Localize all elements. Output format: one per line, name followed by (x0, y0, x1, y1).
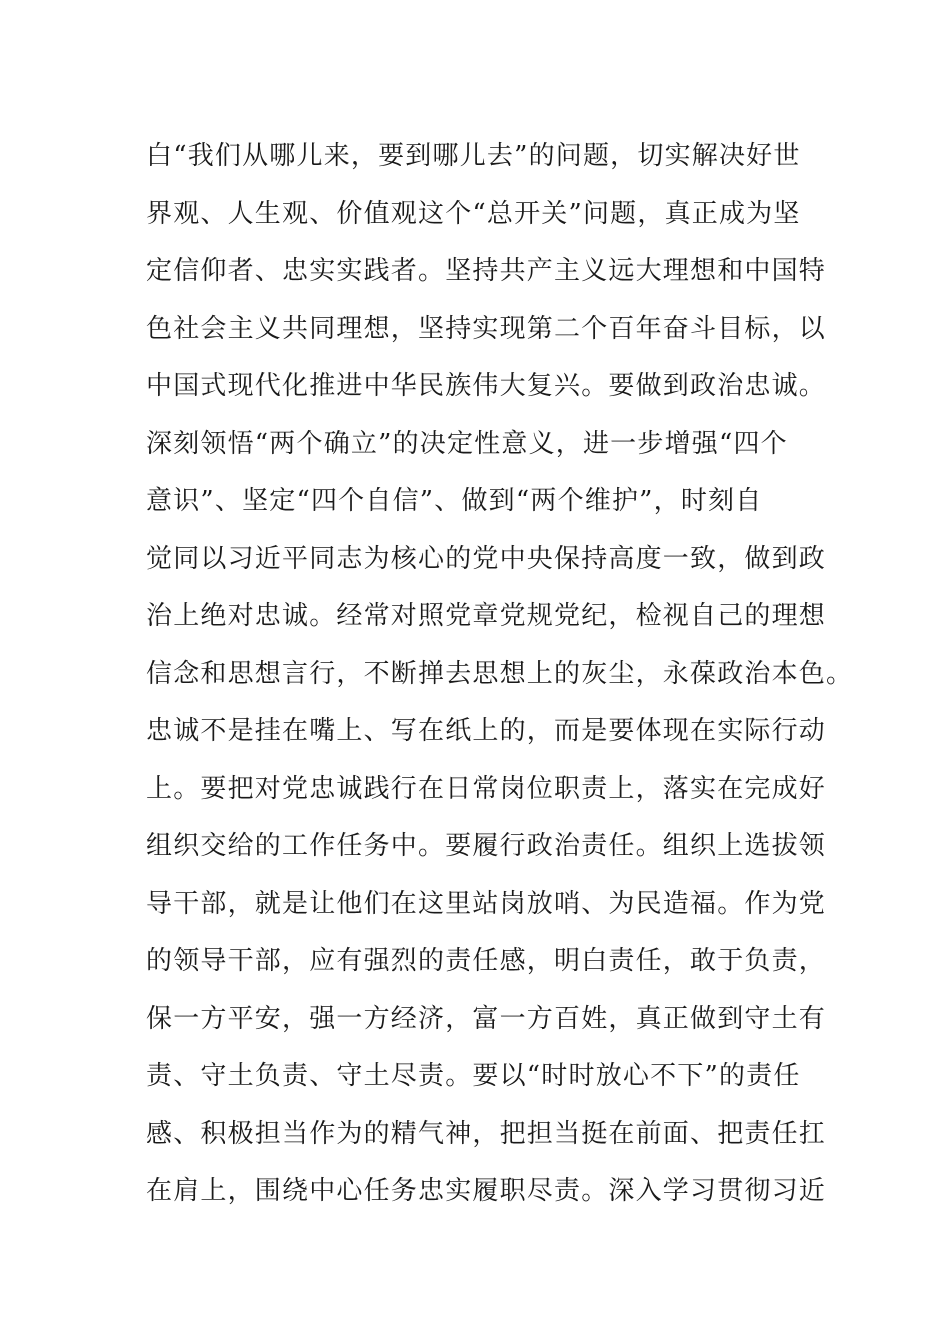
text-line: 的领导干部，应有强烈的责任感，明白责任，敢于负责， (146, 946, 827, 976)
text-line: 上。要把对党忠诚践行在日常岗位职责上，落实在完成好 (146, 773, 827, 804)
text-line: 责、守土负责、守土尽责。要以“时时放心不下”的责任 (146, 1061, 801, 1091)
text-line: 在肩上，围绕中心任务忠实履职尽责。深入学习贯彻习近 (146, 1176, 827, 1206)
text-line: 导干部，就是让他们在这里站岗放哨、为民造福。作为党 (146, 888, 827, 919)
text-line: 觉同以习近平同志为核心的党中央保持高度一致，做到政 (146, 543, 827, 574)
text-line: 白“我们从哪儿来，要到哪儿去”的问题，切实解决好世 (146, 141, 801, 171)
body-text (146, 130, 854, 1223)
text-line: 界观、人生观、价值观这个“总开关”问题，真正成为坚 (146, 198, 801, 229)
text-line: 保一方平安，强一方经济，富一方百姓，真正做到守土有 (146, 1003, 827, 1034)
text-line: 定信仰者、忠实实践者。坚持共产主义远大理想和中国特 (146, 256, 827, 286)
text-line: 治上绝对忠诚。经常对照党章党规党纪，检视自己的理想 (146, 601, 827, 631)
text-line: 组织交给的工作任务中。要履行政治责任。组织上选拔领 (146, 831, 827, 861)
text-line: 意识”、坚定“四个自信”、做到“两个维护”，时刻自 (146, 486, 763, 516)
text-line: 色社会主义共同理想，坚持实现第二个百年奋斗目标，以 (146, 313, 827, 344)
text-line: 忠诚不是挂在嘴上、写在纸上的，而是要体现在实际行动 (146, 716, 827, 746)
text-line: 深刻领悟“两个确立”的决定性意义，进一步增强“四个 (146, 428, 788, 459)
text-line: 感、积极担当作为的精气神，把担当挺在前面、把责任扛 (146, 1118, 827, 1149)
text-line: 中国式现代化推进中华民族伟大复兴。要做到政治忠诚。 (146, 371, 827, 401)
text-line: 信念和思想言行，不断掸去思想上的灰尘，永葆政治本色。 (146, 658, 854, 689)
